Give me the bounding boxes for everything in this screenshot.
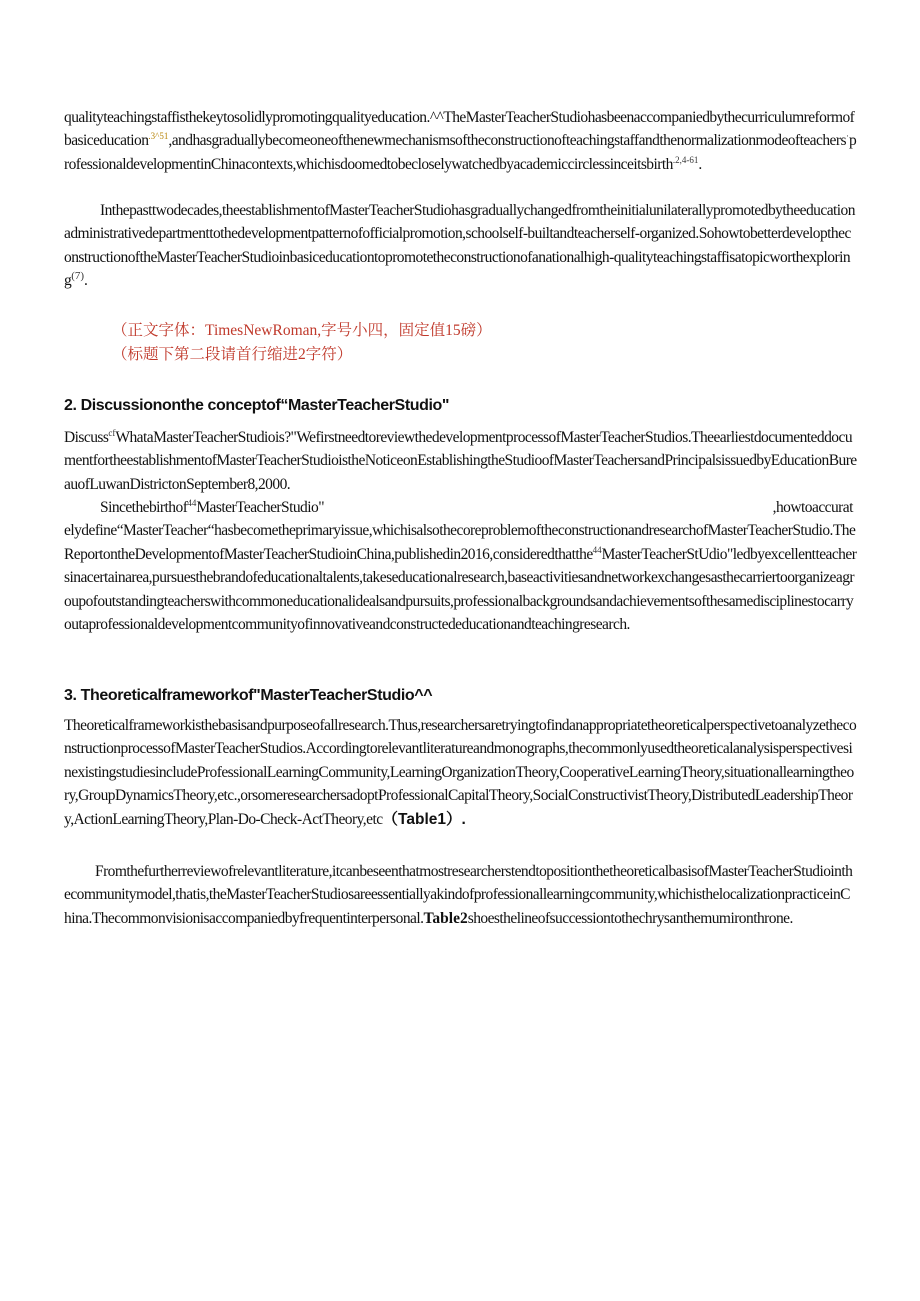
s2-p2-text-1: Sincethebirthof (100, 499, 188, 516)
s2-p1-text-2: WhataMasterTeacherStudiois?"WefirstneedtoreviewthedevelopmentprocessofMasterTeacherStudios.TheearliestdocumenteddocumentfortheestablishmentofMasterTeacherStudioistheNoticeonEstablishingtheStudioofMasterTeachersandPrincipalsissuedbyEducationBureauofLuwanDistrictonSeptember8,2000. (64, 429, 857, 493)
s2-p1-text-1: Discuss (64, 429, 109, 446)
intro-p1-text-2: ,andhasgraduallybecomeoneofthenewmechanismsoftheconstructionofteachingstaffandthenormalizationmodeofteachers (168, 132, 846, 150)
section-2-paragraph-1 (64, 426, 857, 496)
intro-p1-text-4: . (698, 155, 702, 173)
section-2-heading: 2. Discussiononthe conceptof“MasterTeacherStudio" (64, 397, 450, 414)
intro-p1-text-3: professionaldevelopmentinChinacontexts,whichisdoomedtobecloselywatchedbyacademiccirclessinceitsbirth (64, 132, 857, 173)
intro-p2-text: Inthepasttwodecades,theestablishmentofMasterTeacherStudiohasgraduallychangedfromtheinitialunilaterallypromotedbytheeducationadministrativedepartmenttothedevelopmentpatternofofficialpromotion,schoolself-builtandteacherself-organized.SohowtobetterdeveloptheconstructionoftheMasterTeacherStudioinbasiceducationtopromotetheconstructionofanationalhigh-qualityteachingstaffisatopicworthexploring (64, 202, 855, 290)
note-indent-part-3: 字符） (305, 345, 353, 363)
citation-superscript: .2,4-61 (672, 154, 699, 165)
s2-p2-comma: , (772, 499, 776, 516)
superscript-mark: 44 (187, 497, 197, 508)
note-font-part-2: TimesNewRoman, (205, 322, 322, 339)
intro-p2-end: . (84, 272, 88, 290)
superscript-mark: 44 (592, 544, 602, 555)
table1-reference: （Table1）. (382, 810, 466, 828)
section-3-paragraph-1 (64, 714, 857, 831)
s2-p2-text-3: howtoaccuratelydefine“MasterTeacher“hasbecometheprimaryissue,whichisalsothecoreproblemoftheconstructionandresearchofMasterTeacherStudio.TheReportontheDevelopmentofMasterTeacherStudioinChina,publishedin2016,consideredthatthe (64, 499, 856, 563)
section-2-paragraph-2 (64, 496, 857, 636)
note-font-part-5: 磅） (460, 321, 492, 339)
apostrophe-mark: · (845, 131, 849, 142)
table2-reference: Table2 (423, 909, 468, 927)
note-indent-part-2: 2 (298, 346, 306, 363)
s2-p2-text-4: MasterTeacherStUdio"ledbyexcellentteachersinacertainarea,pursuesthebrandofeducationaltalents,takeseducationalresearch,baseactivitiesandnetworkexchangesasthecarriertoorganizeagroupofoutstandingteacherswithcommoneducationalidealsandpursuits,professionalbackgroundsandachievementsofthesamedisciplinestocarryoutaprofessionaldevelopmentcommunityofinnovativeandconstructededucationandteachingresearch. (64, 545, 857, 634)
note-indent-part-1: （标题下第二段请首行缩进 (112, 345, 299, 363)
note-font-part-3: 字号小四，固定值 (321, 321, 446, 339)
s3-p2-text-1: Fromthefurtherreviewofrelevantliterature,itcanbeseenthatmostresearcherstendtopositionthetheoreticalbasisofMasterTeacherStudiointhecommunitymodel,thatis,theMasterTeacherStudiosareessentiallyakindofprofessionallearningcommunity,whichisthelocalizationpracticeinChina.Thecommonvisionisaccompaniedbyfrequentinterpersonal. (64, 863, 853, 927)
formatting-note-indent (112, 343, 352, 366)
s3-p2-text-2: shoesthelineofsuccessiontothechrysanthemumironthrone. (467, 909, 793, 927)
intro-paragraph-1 (64, 106, 857, 176)
intro-p1-text-1: qualityteachingstaffisthekeytosolidlypromotingqualityeducation.^^TheMasterTeacherStudiohasbeenaccompaniedbythecurriculumreformofbasiceducation (64, 109, 855, 150)
formatting-note-font (112, 319, 492, 342)
section-3-heading: 3. Theoreticalframeworkof"MasterTeacherStudio^^ (64, 687, 433, 704)
intro-paragraph-2 (64, 199, 857, 293)
citation-superscript: .3^51 (148, 131, 169, 142)
s3-p1-text: Theoreticalframeworkisthebasisandpurposeofallresearch.Thus,researchersaretryingtofindanappropriatetheoreticalperspectivetoanalyzetheconstructionprocessofMasterTeacherStudios.Accordingtorelevantliteratureandmonographs,thecommonlyusedtheoreticalanalysisperspectivesinexistingstudiesincludeProfessionalLearningCommunity,LearningOrganizationTheory,CooperativeLearningTheory,situationallearningtheory,GroupDynamicsTheory,etc.,orsomeresearchersadoptProfessionalCapitalTheory,SocialConstructivistTheory,DistributedLeadershipTheory,ActionLearningTheory,Plan-Do-Check-ActTheory,etc (64, 717, 857, 828)
note-font-part-1: （正文字体： (112, 321, 206, 339)
section-3-paragraph-2 (64, 860, 857, 930)
superscript-mark: cf (108, 427, 116, 438)
citation-superscript: (7) (71, 270, 85, 283)
note-font-part-4: 15 (445, 322, 461, 339)
s2-p2-text-2: MasterTeacherStudio" (196, 499, 324, 516)
